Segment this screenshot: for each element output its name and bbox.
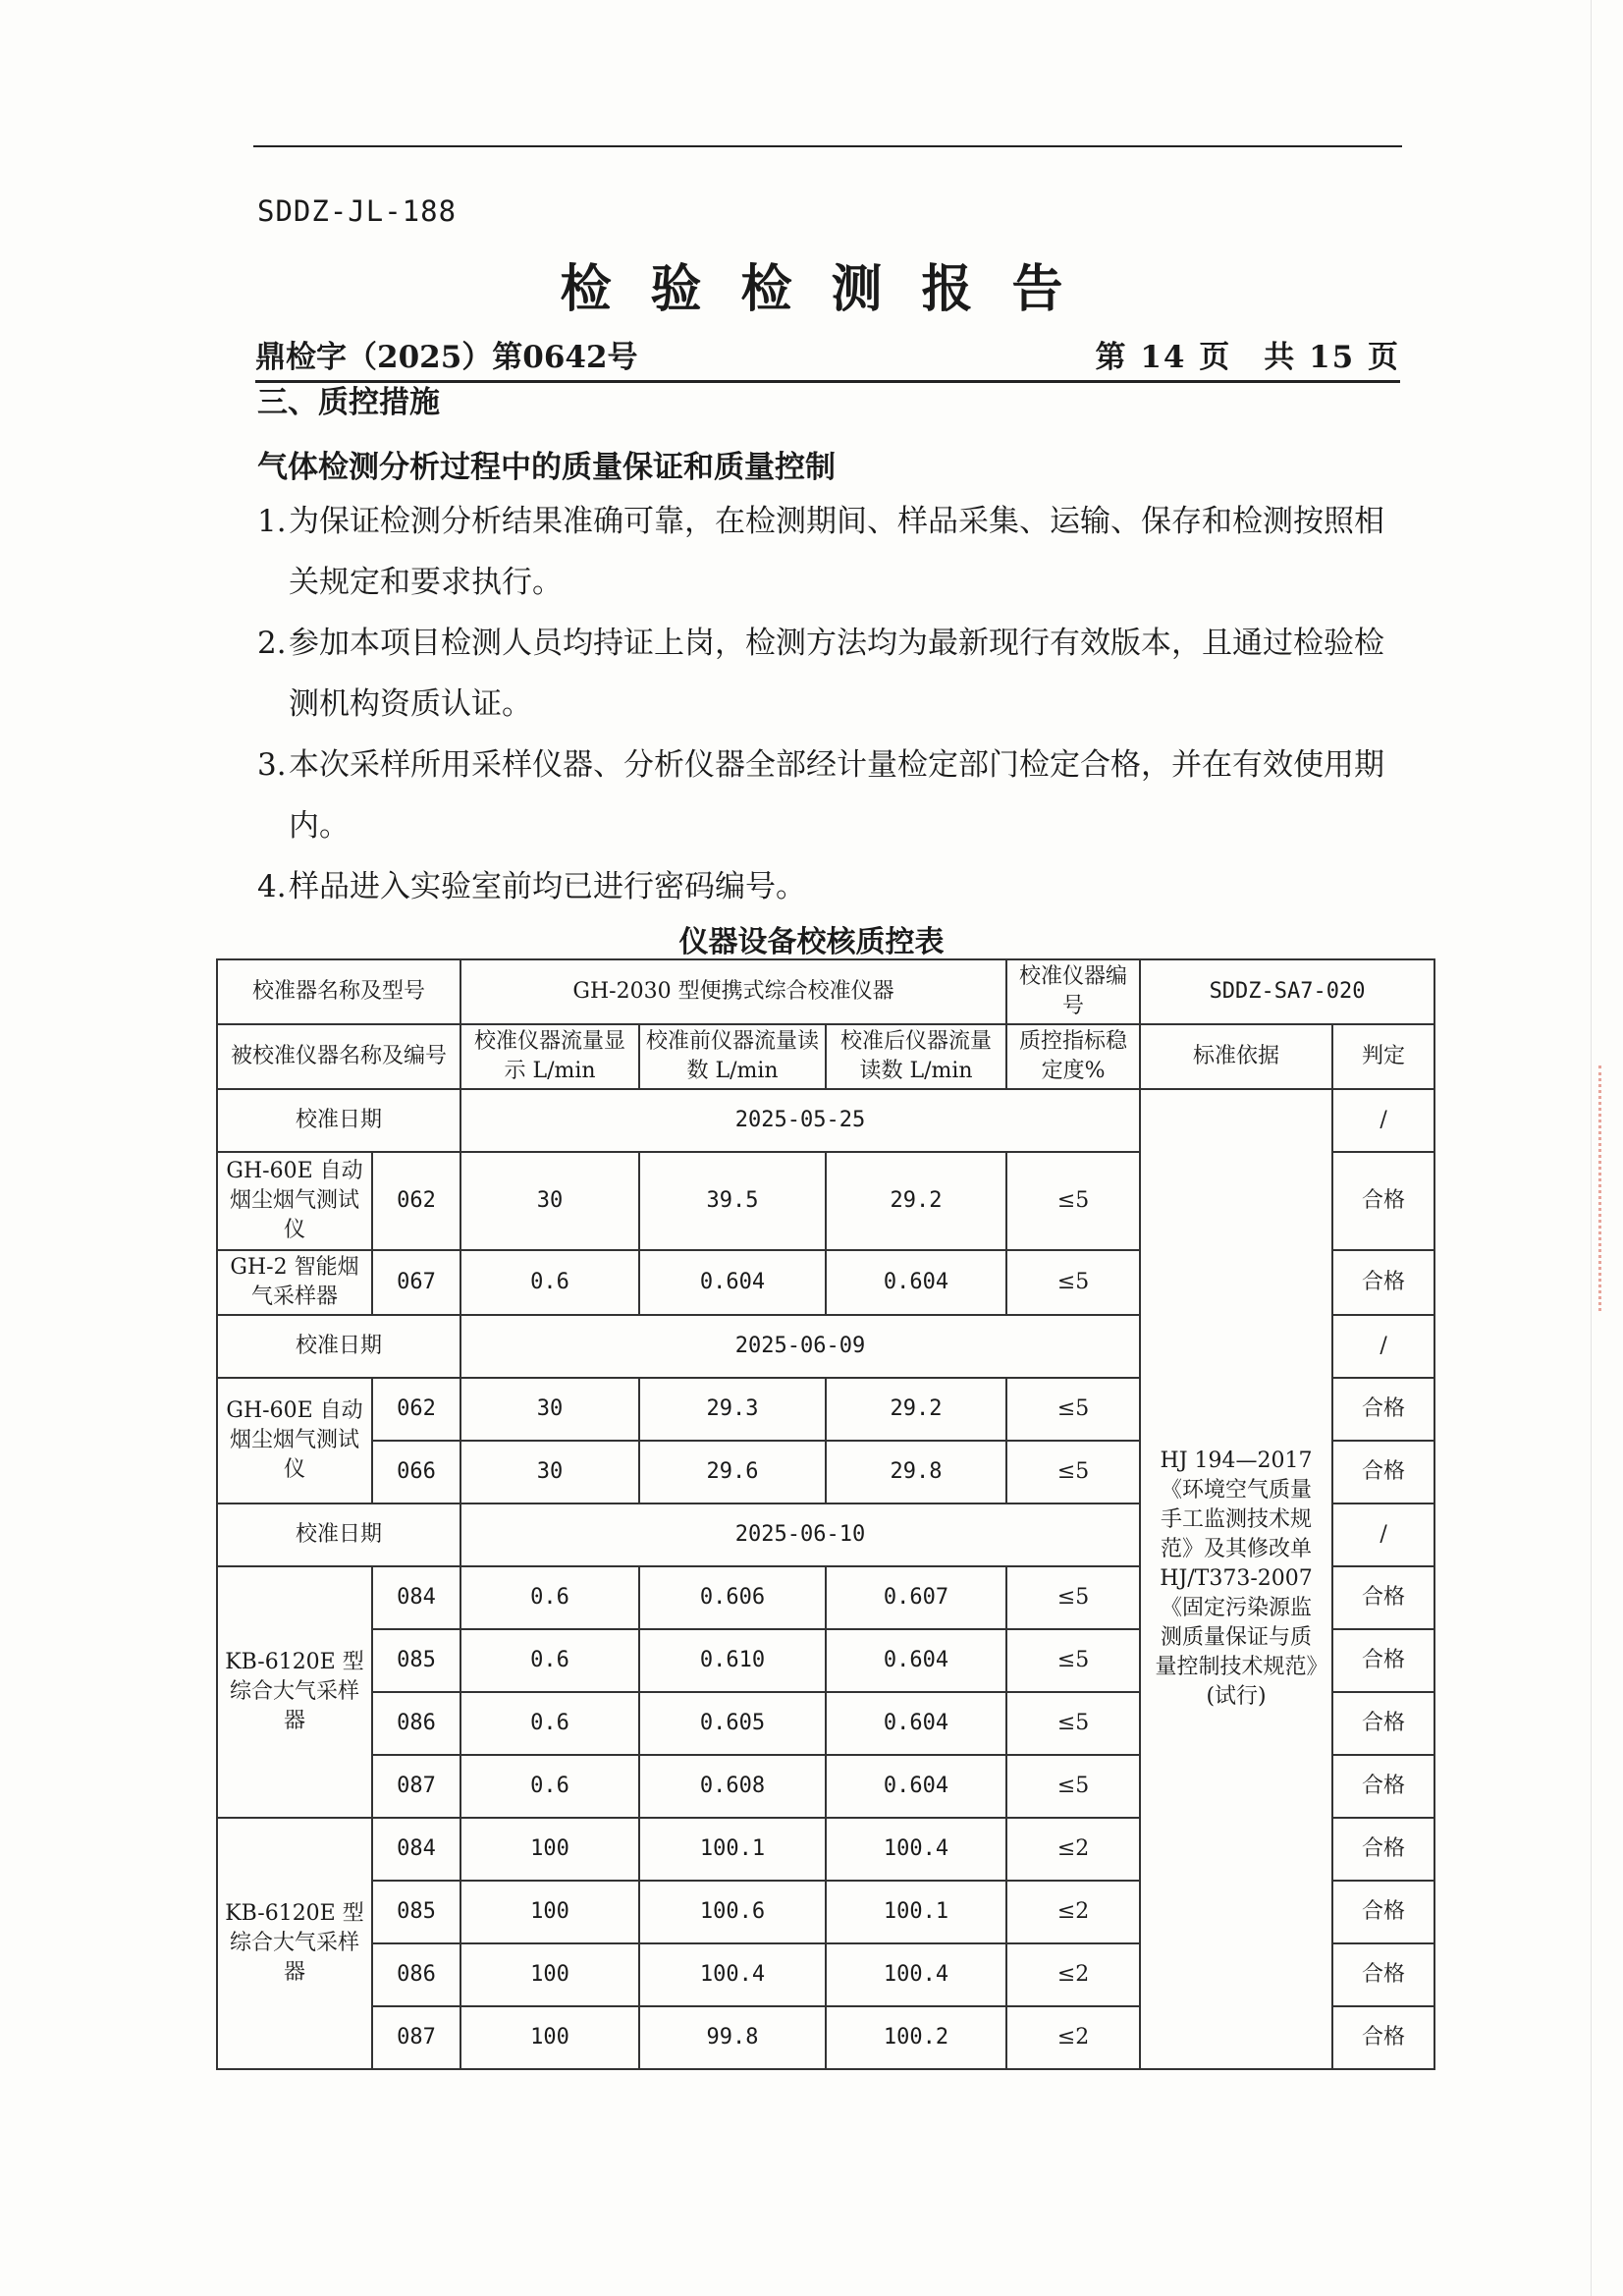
list-item	[257, 613, 1406, 735]
section-subheading: 气体检测分析过程中的质量保证和质量控制	[257, 450, 836, 485]
list-item-text: 为保证检测分析结果准确可靠，在检测期间、样品采集、运输、保存和检测按照相关规定和要求执行。	[289, 504, 1384, 600]
section-heading: 三、质控措施	[257, 385, 440, 420]
calibrator-label: 校准器名称及型号	[217, 959, 460, 1024]
judgement: 合格	[1332, 2006, 1434, 2069]
instrument-name: KB-6120E 型综合大气采样器	[217, 1566, 372, 1818]
list-item-number: 1.	[257, 504, 287, 539]
col-header-instrument: 被校准仪器名称及编号	[217, 1024, 460, 1089]
date-label: 校准日期	[217, 1503, 460, 1566]
stability: ≤5	[1006, 1566, 1140, 1629]
after-reading: 100.1	[826, 1881, 1006, 1943]
before-reading: 29.6	[639, 1441, 826, 1503]
display-flow: 0.6	[460, 1566, 639, 1629]
col-header-before: 校准前仪器流量读数 L/min	[639, 1024, 826, 1089]
list-item-text: 本次采样所用采样仪器、分析仪器全部经计量检定部门检定合格，并在有效使用期内。	[289, 747, 1384, 844]
after-reading: 29.2	[826, 1378, 1006, 1441]
instrument-no: 086	[372, 1943, 460, 2006]
date-label: 校准日期	[217, 1089, 460, 1152]
reference-line	[255, 332, 1400, 383]
after-reading: 0.607	[826, 1566, 1006, 1629]
reference-number: 鼎检字（2025）第0642号	[255, 340, 638, 375]
display-flow: 30	[460, 1441, 639, 1503]
display-flow: 100	[460, 1818, 639, 1881]
after-reading: 29.8	[826, 1441, 1006, 1503]
before-reading: 0.606	[639, 1566, 826, 1629]
page-info: 第 14 页 共 15 页	[1095, 340, 1400, 375]
display-flow: 0.6	[460, 1250, 639, 1315]
stability: ≤5	[1006, 1692, 1140, 1755]
list-item-number: 3.	[257, 747, 287, 783]
scan-edge-line	[1591, 0, 1592, 2296]
stability: ≤2	[1006, 2006, 1140, 2069]
col-header-after: 校准后仪器流量读数 L/min	[826, 1024, 1006, 1089]
list-item-text: 参加本项目检测人员均持证上岗，检测方法均为最新现行有效版本，且通过检验检测机构资质认证。	[289, 626, 1384, 722]
instrument-no: 084	[372, 1818, 460, 1881]
after-reading: 100.4	[826, 1818, 1006, 1881]
calibration-table	[216, 958, 1435, 2070]
stability: ≤5	[1006, 1152, 1140, 1250]
instrument-no: 085	[372, 1881, 460, 1943]
calibrator-no-label: 校准仪器编号	[1006, 959, 1140, 1024]
list-item	[257, 491, 1406, 613]
judgement: 合格	[1332, 1566, 1434, 1629]
before-reading: 100.6	[639, 1881, 826, 1943]
instrument-no: 067	[372, 1250, 460, 1315]
stability: ≤5	[1006, 1629, 1140, 1692]
before-reading: 0.610	[639, 1629, 826, 1692]
display-flow: 0.6	[460, 1692, 639, 1755]
display-flow: 30	[460, 1378, 639, 1441]
judgement: 合格	[1332, 1629, 1434, 1692]
display-flow: 30	[460, 1152, 639, 1250]
calibration-date: 2025-06-10	[460, 1503, 1140, 1566]
judgement: 合格	[1332, 1250, 1434, 1315]
list-item	[257, 856, 1406, 917]
stability: ≤5	[1006, 1250, 1140, 1315]
instrument-name: GH-60E 自动烟尘烟气测试仪	[217, 1152, 372, 1250]
display-flow: 100	[460, 1881, 639, 1943]
list-item-number: 2.	[257, 626, 287, 661]
instrument-no: 062	[372, 1378, 460, 1441]
calibration-date: 2025-05-25	[460, 1089, 1140, 1152]
instrument-no: 086	[372, 1692, 460, 1755]
before-reading: 100.4	[639, 1943, 826, 2006]
judgement-slash: /	[1332, 1503, 1434, 1566]
before-reading: 0.608	[639, 1755, 826, 1818]
judgement: 合格	[1332, 1152, 1434, 1250]
stability: ≤2	[1006, 1881, 1140, 1943]
col-header-display-flow: 校准仪器流量显示 L/min	[460, 1024, 639, 1089]
after-reading: 29.2	[826, 1152, 1006, 1250]
instrument-no: 066	[372, 1441, 460, 1503]
date-label: 校准日期	[217, 1315, 460, 1378]
instrument-no: 085	[372, 1629, 460, 1692]
header-rule	[253, 145, 1402, 147]
before-reading: 99.8	[639, 2006, 826, 2069]
before-reading: 100.1	[639, 1818, 826, 1881]
instrument-no: 087	[372, 1755, 460, 1818]
judgement-slash: /	[1332, 1315, 1434, 1378]
list-item-number: 4.	[257, 869, 287, 904]
after-reading: 0.604	[826, 1629, 1006, 1692]
judgement: 合格	[1332, 1943, 1434, 2006]
standard-basis: HJ 194—2017《环境空气质量手工监测技术规范》及其修改单 HJ/T373-2007《固定污染源监测质量保证与质量控制技术规范》(试行)	[1140, 1089, 1332, 2069]
document-code: SDDZ-JL-188	[257, 194, 458, 228]
col-header-stability: 质控指标稳定度%	[1006, 1024, 1140, 1089]
report-title: 检验检测报告	[560, 259, 1103, 319]
stability: ≤2	[1006, 1818, 1140, 1881]
table-header-row	[217, 1024, 1434, 1089]
after-reading: 100.2	[826, 2006, 1006, 2069]
display-flow: 100	[460, 1943, 639, 2006]
judgement-slash: /	[1332, 1089, 1434, 1152]
before-reading: 0.604	[639, 1250, 826, 1315]
instrument-name: GH-60E 自动烟尘烟气测试仪	[217, 1378, 372, 1503]
judgement: 合格	[1332, 1755, 1434, 1818]
col-header-standard: 标准依据	[1140, 1024, 1332, 1089]
table-title: 仪器设备校核质控表	[678, 925, 945, 959]
judgement: 合格	[1332, 1378, 1434, 1441]
display-flow: 0.6	[460, 1629, 639, 1692]
after-reading: 0.604	[826, 1692, 1006, 1755]
list-item-text: 样品进入实验室前均已进行密码编号。	[289, 869, 806, 904]
instrument-no: 062	[372, 1152, 460, 1250]
calibrator-no: SDDZ-SA7-020	[1140, 959, 1434, 1024]
before-reading: 29.3	[639, 1378, 826, 1441]
col-header-judgement: 判定	[1332, 1024, 1434, 1089]
before-reading: 0.605	[639, 1692, 826, 1755]
judgement: 合格	[1332, 1881, 1434, 1943]
after-reading: 100.4	[826, 1943, 1006, 2006]
instrument-no: 084	[372, 1566, 460, 1629]
table-row	[217, 1089, 1434, 1152]
stability: ≤5	[1006, 1441, 1140, 1503]
display-flow: 0.6	[460, 1755, 639, 1818]
before-reading: 39.5	[639, 1152, 826, 1250]
table-row	[217, 959, 1434, 1024]
stability: ≤2	[1006, 1943, 1140, 2006]
instrument-name: GH-2 智能烟气采样器	[217, 1250, 372, 1315]
after-reading: 0.604	[826, 1755, 1006, 1818]
calibration-date: 2025-06-09	[460, 1315, 1140, 1378]
after-reading: 0.604	[826, 1250, 1006, 1315]
seal-stamp-edge	[1598, 1066, 1621, 1311]
stability: ≤5	[1006, 1755, 1140, 1818]
judgement: 合格	[1332, 1692, 1434, 1755]
calibrator-name: GH-2030 型便携式综合校准仪器	[460, 959, 1006, 1024]
instrument-no: 087	[372, 2006, 460, 2069]
list-item	[257, 735, 1406, 856]
instrument-name: KB-6120E 型综合大气采样器	[217, 1818, 372, 2069]
stability: ≤5	[1006, 1378, 1140, 1441]
display-flow: 100	[460, 2006, 639, 2069]
judgement: 合格	[1332, 1818, 1434, 1881]
judgement: 合格	[1332, 1441, 1434, 1503]
